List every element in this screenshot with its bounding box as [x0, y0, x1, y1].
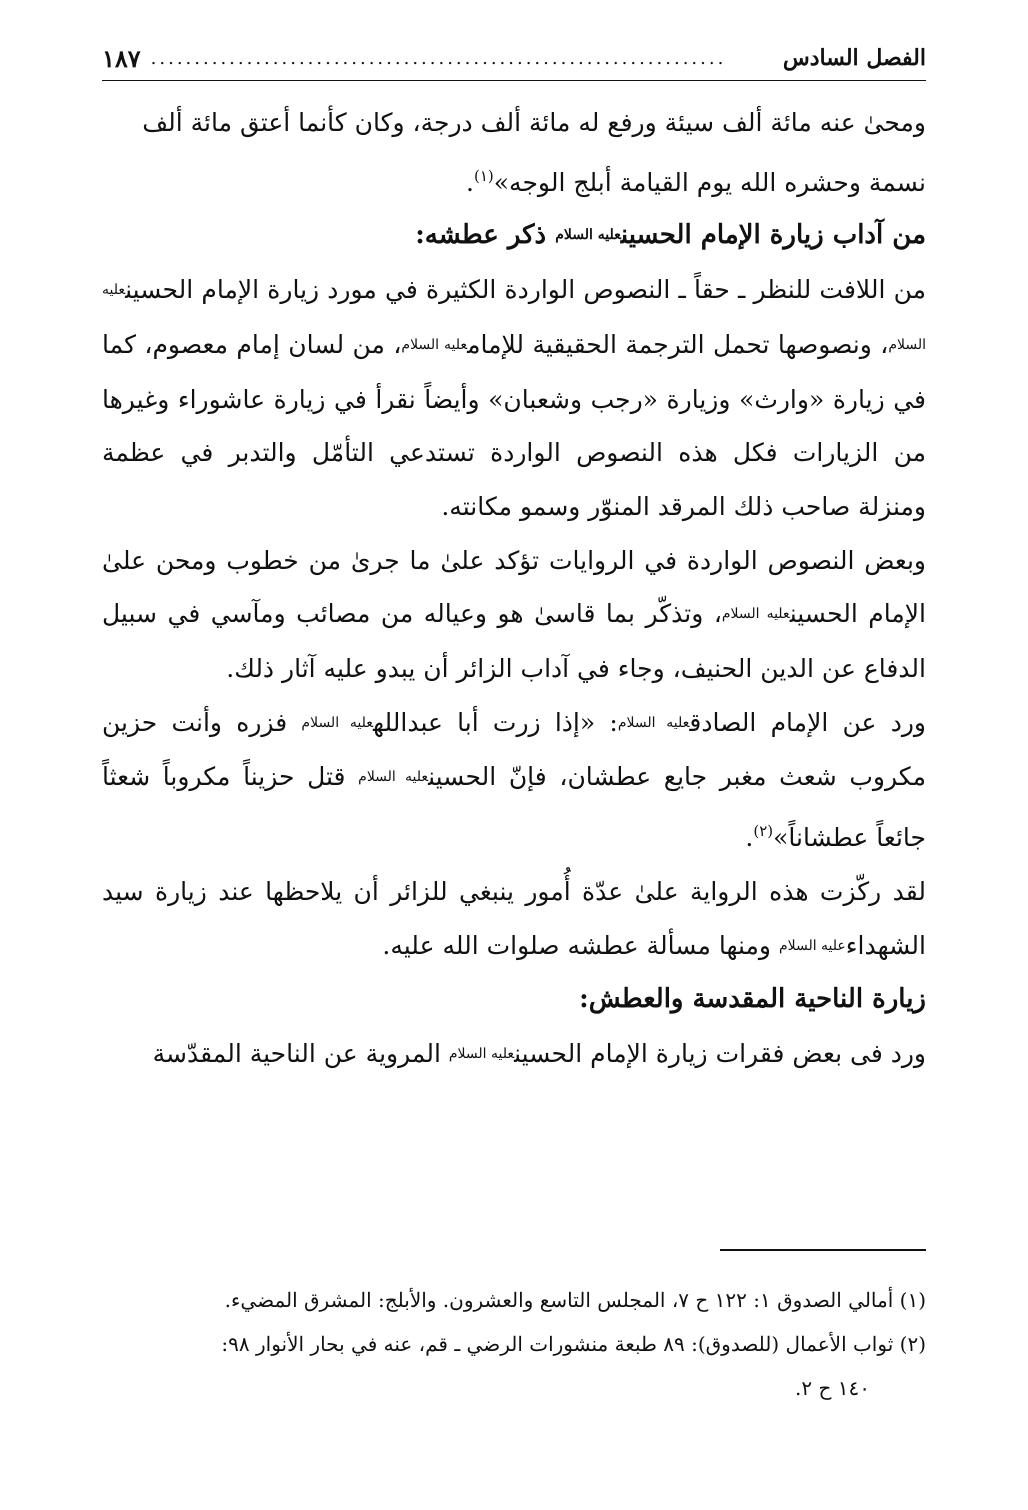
footnote-separator	[720, 1249, 926, 1251]
paragraph-3-part-a: وبعض النصوص الواردة في الروايات تؤكد علىٰ ما جرىٰ من خطوب ومحن علىٰ الإمام الحسين	[102, 545, 926, 629]
footnote-2: (٢) ثواب الأعمال (للصدوق): ٨٩ طبعة منشورات الرضي ـ قم، عنه في بحار الأنوار ٩٨:	[221, 1332, 926, 1356]
paragraph-2-part-b: ، ونصوصها تحمل الترجمة الحقيقية للإمام	[467, 329, 889, 359]
paragraph-3	[102, 534, 926, 696]
paragraph-1: ومحىٰ عنه مائة ألف سيئة ورفع له مائة ألف درجة، وكان كأنما أعتق مائة ألف نسمة وحشره الله يوم القيامة أبلج الوجه»$^{(١)}$.	[142, 108, 926, 197]
paragraph-5-part-a: لقد ركّزت هذه الرواية علىٰ عدّة أُمور ينبغي للزائر أن يلاحظها عند زيارة سيد الشهداء	[102, 876, 926, 960]
paragraph-2-part-c: ، من لسان إمام معصوم، كما في زيارة «وارث» وزيارة «رجب وشعبان» وأيضاً نقرأ في زيارة عاشوراء وغيرها من الزيارات فكل هذه النصوص الواردة تستدعي التأمّل والتدبر في عظمة ومنزلة صاحب ذلك المرقد المنوّر وسمو مكانته.	[102, 329, 926, 521]
honorific-symbol: عليه السلام	[301, 714, 373, 731]
honorific-symbol: عليه السلام	[778, 937, 846, 954]
section-heading-2: زيارة الناحية المقدسة والعطش:	[579, 984, 926, 1015]
section-heading-1-tail: ذكر عطشه:	[415, 220, 547, 251]
paragraph-4-part-c: فزره وأنت حزين مكروب شعث مغبر جايع عطشان، فإنّ الحسين	[102, 707, 926, 792]
chapter-title: الفصل السادس	[782, 45, 926, 71]
paragraph-5-part-b: ومنها مسألة عطشه صلوات الله عليه.	[382, 930, 771, 960]
section-heading-1	[102, 209, 926, 263]
running-header	[102, 36, 926, 81]
paragraph-4-part-b: : «إذا زرت أبا عبدالله	[372, 707, 618, 737]
leader-dots: ..................................................................	[150, 47, 727, 69]
paragraph-2	[102, 263, 926, 534]
paragraph-1-line-1: ومحىٰ عنه مائة ألف سيئة ورفع له مائة ألف درجة، وكان كأنما أعتق مائة ألف	[142, 108, 926, 137]
footnote-marker-1: (١)	[473, 166, 494, 185]
paragraph-2-part-a: من اللافت للنظر ـ حقاً ـ النصوص الواردة الكثيرة في مورد زيارة الإمام الحسين	[125, 275, 926, 305]
paragraph-6-part-a: ورد فى بعض فقرات زيارة الإمام الحسين	[514, 1038, 926, 1068]
honorific-symbol: عليه السلام	[102, 282, 926, 353]
paragraph-4-part-a: ورد عن الإمام الصادق	[689, 707, 926, 737]
footnote-1: (١) أمالي الصدوق ١: ١٢٢ ح ٧، المجلس التاسع والعشرون. والأبلج: المشرق المضيء.	[224, 1288, 926, 1312]
honorific-symbol: عليه السلام	[401, 336, 468, 353]
footnote-2-continuation: ١٤٠ ح ٢.	[795, 1376, 870, 1400]
paragraph-4-part-d: قتل حزيناً مكروباً شعثاً جائعاً عطشاناً»	[102, 762, 926, 853]
section-heading-1-text: من آداب زيارة الإمام الحسين	[620, 220, 926, 251]
paragraph-5	[102, 865, 926, 973]
honorific-symbol: عليه السلام	[617, 714, 690, 731]
paragraph-4: ورد عن الإمام الصادقعليه السلام: «إذا زرت أبا عبداللهعليه السلام فزره وأنت حزين مكروب شعث مغبر جايع عطشان، فإنّ الحسينعليه السلام قتل حزيناً مكروباً شعثاً جائعاً عطشاناً»$^{(٢)}$.	[102, 707, 926, 853]
honorific-symbol: عليه السلام	[555, 227, 621, 244]
footnote-marker-2: (٢)	[753, 822, 774, 841]
paragraph-1-line-2: نسمة وحشره الله يوم القيامة أبلج الوجه»	[493, 167, 926, 197]
paragraph-6	[102, 1027, 926, 1082]
paragraph-3-part-b: ، وتذكّر بما قاسىٰ هو وعياله من مصائب ومآسي في سبيل الدفاع عن الدين الحنيف، وجاء في آداب الزائر أن يبدو عليه آثار ذلك.	[102, 599, 926, 684]
honorific-symbol: عليه السلام	[448, 1045, 515, 1062]
honorific-symbol: عليه السلام	[358, 769, 429, 786]
footnotes	[102, 1278, 926, 1410]
honorific-symbol: عليه السلام	[721, 606, 790, 623]
main-text	[102, 96, 926, 1082]
page-number: ١٨٧	[102, 43, 141, 73]
paragraph-6-part-b: المروية عن الناحية المقدّسة	[152, 1038, 441, 1068]
